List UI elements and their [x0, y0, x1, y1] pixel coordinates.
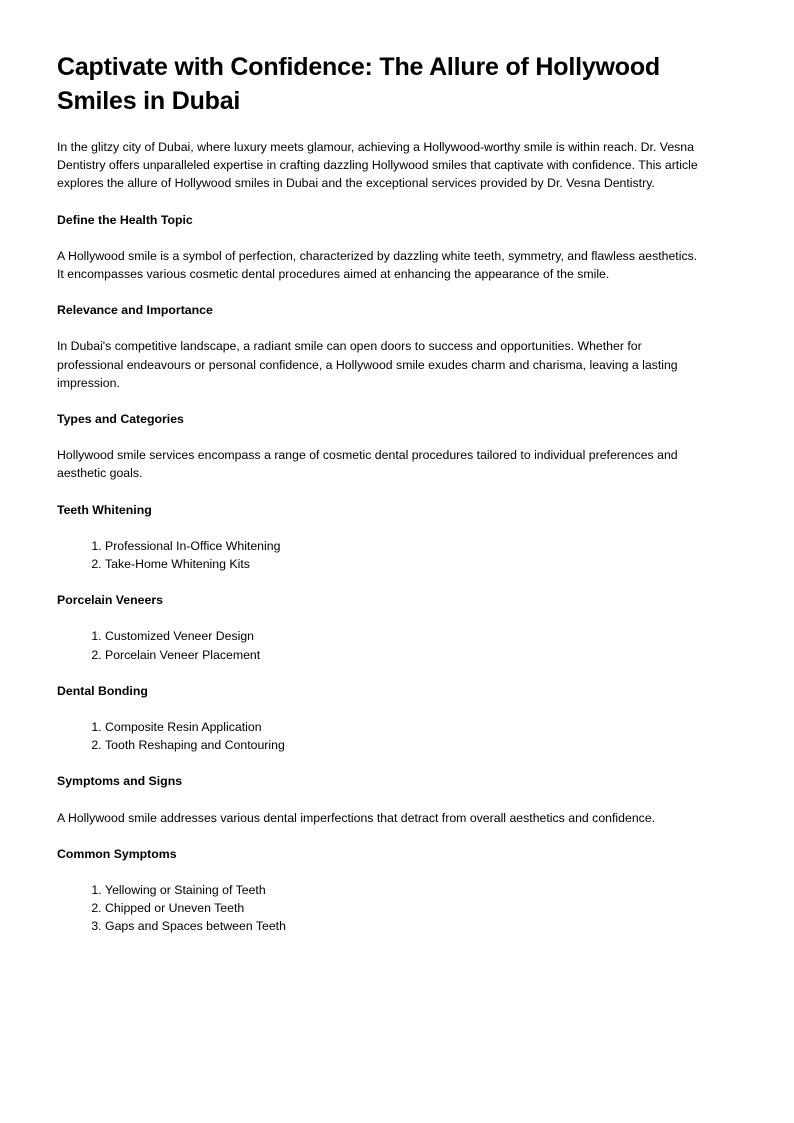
common-symptoms-list	[57, 881, 707, 936]
bonding-list	[57, 718, 707, 754]
intro-paragraph: In the glitzy city of Dubai, where luxury meets glamour, achieving a Hollywood-worthy smile is within reach. Dr. Vesna Dentistry offers unparalleled expertise in crafting dazzling Hollywood smiles that captivate with confidence. This article explores the allure of Hollywood smiles in Dubai and the exceptional services provided by Dr. Vesna Dentistry.	[57, 140, 698, 191]
veneers-list	[57, 627, 707, 663]
list-item: 2. Take-Home Whitening Kits	[105, 555, 707, 573]
relevance-heading: Relevance and Importance	[57, 303, 213, 318]
whitening-list	[57, 537, 707, 573]
bonding-heading: Dental Bonding	[57, 683, 148, 698]
define-paragraph: A Hollywood smile is a symbol of perfection, characterized by dazzling white teeth, symmetry, and flawless aesthetics. It encompasses various cosmetic dental procedures aimed at enhancing the appearance of the smile.	[57, 248, 698, 282]
veneers-heading: Porcelain Veneers	[57, 593, 163, 608]
types-paragraph: Hollywood smile services encompass a range of cosmetic dental procedures tailored to individual preferences and aesthetic goals.	[57, 448, 678, 481]
symptoms-paragraph: A Hollywood smile addresses various dental imperfections that detract from overall aesthetics and confidence.	[57, 810, 656, 825]
relevance-paragraph: In Dubai's competitive landscape, a radiant smile can open doors to success and opportunities. Whether for professional endeavours or personal confidence, a Hollywood smile exudes charm and charisma, leaving a lasting impression.	[57, 339, 678, 390]
list-item: 2. Chipped or Uneven Teeth	[105, 899, 707, 917]
list-item: 1. Yellowing or Staining of Teeth	[105, 881, 707, 899]
list-item: 2. Tooth Reshaping and Contouring	[105, 736, 707, 754]
list-item: 1. Customized Veneer Design	[105, 627, 707, 645]
define-heading: Define the Health Topic	[57, 212, 193, 227]
types-heading: Types and Categories	[57, 412, 184, 427]
common-symptoms-heading: Common Symptoms	[57, 846, 177, 861]
list-item: 3. Gaps and Spaces between Teeth	[105, 917, 707, 935]
symptoms-heading: Symptoms and Signs	[57, 774, 183, 789]
document-title: Captivate with Confidence: The Allure of Hollywood Smiles in Dubai	[57, 53, 660, 115]
whitening-heading: Teeth Whitening	[57, 502, 152, 517]
list-item: 1. Composite Resin Application	[105, 718, 707, 736]
list-item: 1. Professional In-Office Whitening	[105, 537, 707, 555]
document-page	[57, 50, 707, 954]
list-item: 2. Porcelain Veneer Placement	[105, 646, 707, 664]
